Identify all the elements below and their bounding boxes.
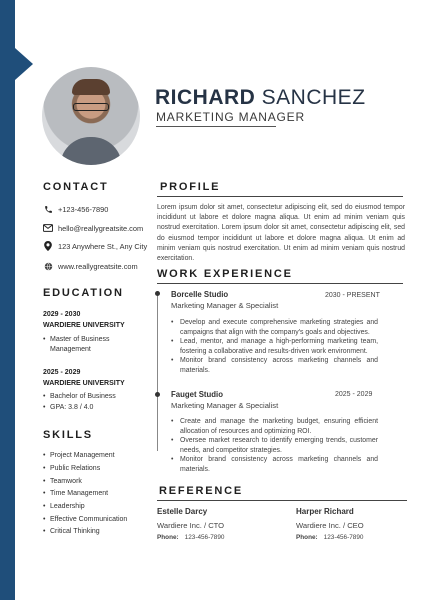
edu-2-school: WARDIERE UNIVERSITY xyxy=(43,380,125,387)
contact-website xyxy=(43,261,138,271)
job-bullet: • Create and manage the marketing budget, ensuring efficient allocation of resources and optimizing ROI. xyxy=(171,417,378,436)
photo-shirt xyxy=(60,137,122,165)
edu-2-item-1: • Bachelor of Business xyxy=(50,393,116,400)
skill-label: • Time Management xyxy=(50,490,109,497)
phone-number: 123-456-7890 xyxy=(184,534,225,541)
work-experience-heading: WORK EXPERIENCE xyxy=(157,268,293,280)
skill-label: • Leadership xyxy=(50,503,85,510)
edu-1-years: 2029 - 2030 xyxy=(43,311,81,318)
reference-2-name: Harper Richard xyxy=(296,507,354,516)
job-title: MARKETING MANAGER xyxy=(156,110,305,124)
profile-heading: PROFILE xyxy=(160,181,221,193)
job-1-bullets xyxy=(171,318,378,376)
skill-item xyxy=(43,477,82,487)
phone-icon xyxy=(43,204,53,214)
profile-text: Lorem ipsum dolor sit amet, consectetur adipiscing elit, sed do eiusmod tempor incididunt ut labore et dolore magna aliqua. Ut enim ad minim veniam quis nostrud exercitation. Lorem ipsum dolor sit amet, consectetur adipiscing elit, sed do eiusmod tempor incididunt ut labore et dolore magna aliqua. Ut enim ad minim veniam quis nostrud exercitation. Ut enim ad minim veniam quis nostrud exercitation. xyxy=(157,204,405,263)
phone-text: +123-456-7890 xyxy=(58,204,109,214)
accent-triangle xyxy=(15,48,33,80)
reference-heading: REFERENCE xyxy=(159,485,244,497)
skill-item xyxy=(43,502,85,512)
job-2-date: 2025 - 2029 xyxy=(335,391,373,398)
phone-label: Phone: xyxy=(296,534,318,541)
edu-1-item-1: • Master of Business xyxy=(50,336,110,343)
photo-glasses xyxy=(73,103,109,111)
address-text: 123 Anywhere St., Any City xyxy=(58,241,148,251)
phone-label: Phone: xyxy=(157,534,179,541)
edu-2-years: 2025 - 2029 xyxy=(43,369,81,376)
job-1-date: 2030 - PRESENT xyxy=(325,292,380,299)
reference-2-org: Wardiere Inc. / CEO xyxy=(296,521,364,530)
contact-address xyxy=(43,241,147,251)
last-name: SANCHEZ xyxy=(261,86,366,109)
skill-label: • Effective Communication xyxy=(50,516,128,523)
skill-item xyxy=(43,451,115,461)
contact-phone xyxy=(43,204,108,214)
timeline-dot xyxy=(155,291,160,296)
job-2-role: Marketing Manager & Specialist xyxy=(171,401,279,410)
job-bullet: • Develop and execute comprehensive marketing strategies and campaigns that align with the company's goals and objectives. xyxy=(171,318,378,337)
timeline-line xyxy=(157,291,158,451)
skill-item xyxy=(43,527,100,537)
skill-label: • Public Relations xyxy=(50,465,101,472)
job-bullet: • Lead, mentor, and manage a high-performing marketing team, fostering a collaborative and results-driven work environment. xyxy=(171,337,378,356)
reference-1-org: Wardiere Inc. / CTO xyxy=(157,521,225,530)
reference-2-phone xyxy=(296,534,363,541)
left-accent-stripe xyxy=(0,0,15,600)
reference-1-phone xyxy=(157,534,224,541)
job-bullet: • Monitor brand consistency across marketing channels and materials. xyxy=(171,356,378,375)
work-divider xyxy=(157,283,403,284)
first-name: RICHARD xyxy=(155,86,256,109)
skills-heading: SKILLS xyxy=(43,429,93,441)
edu-2-item-2: • GPA: 3.8 / 4.0 xyxy=(50,404,94,411)
job-bullet: • Monitor brand consistency across marketing channels and materials. xyxy=(171,455,378,474)
skill-item xyxy=(43,464,100,474)
location-icon xyxy=(43,241,53,251)
edu-2-degree xyxy=(43,392,116,402)
skill-item xyxy=(43,515,127,525)
edu-1-degree xyxy=(43,335,110,355)
email-text: hello@reallygreatsite.com xyxy=(58,223,144,233)
photo-hair xyxy=(72,79,110,95)
profile-photo xyxy=(42,67,140,165)
contact-heading: CONTACT xyxy=(43,181,109,193)
reference-1-name: Estelle Darcy xyxy=(157,507,208,516)
job-2-bullets xyxy=(171,417,378,475)
skill-label: • Critical Thinking xyxy=(50,528,100,535)
website-text: www.reallygreatsite.com xyxy=(58,261,138,271)
full-name xyxy=(155,86,366,110)
job-1-company: Borcelle Studio xyxy=(171,290,229,299)
skill-label: • Project Management xyxy=(50,452,115,459)
profile-divider xyxy=(157,196,403,197)
education-heading: EDUCATION xyxy=(43,287,124,299)
edu-1-school: WARDIERE UNIVERSITY xyxy=(43,322,125,329)
contact-email xyxy=(43,223,143,233)
edu-1-item-2: Management xyxy=(50,346,91,353)
skill-item xyxy=(43,489,108,499)
phone-number: 123-456-7890 xyxy=(323,534,364,541)
job-1-role: Marketing Manager & Specialist xyxy=(171,301,279,310)
globe-icon xyxy=(43,261,53,271)
timeline-dot xyxy=(155,392,160,397)
job-bullet: • Oversee market research to identify emerging trends, customer needs, and competitor strategies. xyxy=(171,436,378,455)
title-underline xyxy=(156,126,276,127)
skill-label: • Teamwork xyxy=(50,478,82,485)
edu-2-gpa xyxy=(43,403,93,413)
reference-divider xyxy=(157,500,407,501)
job-2-company: Fauget Studio xyxy=(171,390,223,399)
email-icon xyxy=(43,223,53,233)
